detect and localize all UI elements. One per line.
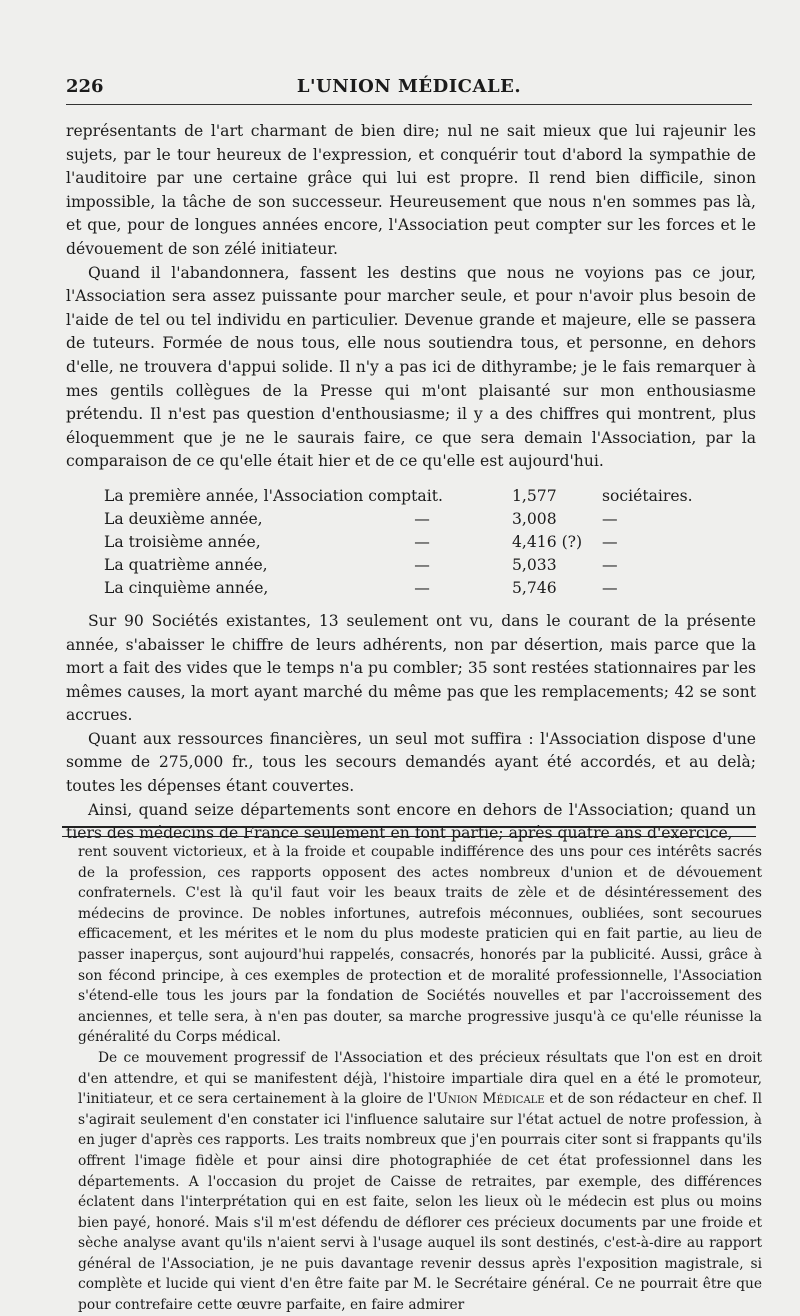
unit-label: sociétaires. — [602, 486, 693, 505]
ditto-mark: — — [414, 532, 430, 551]
ditto-mark: — — [602, 509, 618, 528]
footnote-text — [78, 842, 762, 1316]
year-label: La quatrième année, — [104, 555, 268, 574]
paragraph: Sur 90 Sociétés existantes, 13 seulement ont vu, dans le courant de la présente année, s'abaisser le chiffre de leurs adhérents, non par désertion, mais parce que la mort a fait des vides que le temps n'a pu combler; 35 sont restées stationnaires par les mêmes causes, la mort ayant marché du même pas que les remplacements; 42 se sont accrues. — [66, 611, 756, 725]
ditto-mark: — — [414, 509, 430, 528]
table-row — [104, 531, 693, 554]
member-count: 5,033 — [512, 555, 557, 574]
year-label: La cinquième année, — [104, 578, 269, 597]
year-label: La première année, l'Association comptait. — [104, 486, 443, 505]
footnote-separator — [62, 826, 756, 837]
ditto-mark: — — [602, 532, 618, 551]
table-row — [104, 508, 693, 531]
page-number: 226 — [66, 76, 104, 97]
year-label: La deuxième année, — [104, 509, 263, 528]
table-row — [104, 485, 693, 508]
text-run: De ce mouvement progressif de l'Association et des précieux résultats que l'on est en droit d'en attendre, et qui se manifestent déjà, l'histoire impartiale dira quel en a été le promoteur, l'initiateur, et ce sera certainement à la gloire de l' — [78, 1049, 762, 1108]
member-count: 3,008 — [512, 509, 557, 528]
ditto-mark: — — [414, 578, 430, 597]
paragraph: Quand il l'abandonnera, fassent les destins que nous ne voyions pas ce jour, l'Association sera assez puissante pour marcher seule, et pour n'avoir plus besoin de l'aide de tel ou tel individu en particulier. Devenue grande et majeure, elle se passera de tuteurs. Formée de nous tous, elle nous soutiendra tous, et personne, en dehors d'elle, ne trouvera d'appui solide. Il n'y a pas ici de dithyrambe; je le fais remarquer à mes gentils collègues de la Presse qui m'ont plaisanté sur mon enthousiasme prétendu. Il n'est pas question d'enthousiasme; il y a des chiffres qui montrent, plus éloquemment que je ne le saurais faire, ce que sera demain l'Association, par la comparaison de ce qu'elle était hier et de ce qu'elle est aujourd'hui. — [66, 263, 756, 471]
main-text — [66, 120, 756, 846]
member-count: 4,416 (?) — [512, 532, 583, 551]
running-title: L'UNION MÉDICALE. — [296, 76, 522, 97]
table-row — [104, 554, 693, 577]
table-row — [104, 577, 693, 600]
footnote-paragraph — [78, 1048, 762, 1316]
page-header — [66, 74, 752, 100]
ditto-mark: — — [602, 555, 618, 574]
membership-table — [104, 485, 693, 600]
footnote-paragraph: rent souvent victorieux, et à la froide et coupable indifférence des uns pour ces intérêts sacrés de la profession, ces rapports opposent des actes nombreux d'union et de dévouement confraternels. C'est là qu'il faut voir les beaux traits de zèle et de désintéressement des médecins de province. De nobles infortunes, autrefois méconnues, oubliées, sont secourues efficacement, et les mérites et le nom du plus modeste praticien qui en fait partie, au lieu de passer inaperçus, sont aujourd'hui rappelés, consacrés, honorés par la publicité. Aussi, grâce à son fécond principe, à ces exemples de protection et de moralité professionnelle, l'Association s'étend-elle tous les jours par la fondation de Sociétés nouvelles et par l'accroissement des anciennes, et telle sera, à n'en pas douter, sa marche progressive jusqu'à ce qu'elle réunisse la généralité du Corps médical. — [78, 844, 762, 1046]
text-run: et de son rédacteur en chef. Il s'agirait seulement d'en constater ici l'influence salutaire sur l'état actuel de notre profession, à en juger d'après ces rapports. Les traits nombreux que j'en pourrais citer sont si frappants qu'ils offrent l'image fidèle et pour ainsi dire photographiée de cet état professionnel dans les départements. A l'occasion du projet de Caisse de retraites, par exemple, des différences éclatent dans l'interprétation qui en est faite, selon les lieux où le médecin est plus ou moins bien payé, honoré. Mais s'il m'est défendu de déflorer ces précieux documents par une froide et sèche analyse avant qu'ils n'aient servi à l'usage auquel ils sont destinés, c'est-à-dire au rapport général de l'Association, je ne puis davantage revenir dessus après l'exposition magistrale, si complète et lucide qui vient d'en être faite par M. le Secrétaire général. Ce ne pourrait être que pour contrefaire cette œuvre parfaite, en faire admirer — [78, 1091, 762, 1314]
year-label: La troisième année, — [104, 532, 261, 551]
member-count: 5,746 — [512, 578, 557, 597]
ditto-mark: — — [414, 555, 430, 574]
member-count: 1,577 — [512, 486, 557, 505]
ditto-mark: — — [602, 578, 618, 597]
paragraph: Quant aux ressources financières, un seul mot suffira : l'Association dispose d'une somme de 275,000 fr., tous les secours demandés ayant été accordés, et au delà; toutes les dépenses étant couvertes. — [66, 729, 756, 796]
header-rule — [66, 104, 752, 105]
journal-name: Union Médicale — [436, 1091, 545, 1108]
paragraph: Ainsi, quand seize départements sont encore en dehors de l'Association; quand un tiers des médecins de France seulement en font partie; après quatre ans d'exercice, — [66, 800, 756, 843]
paragraph: représentants de l'art charmant de bien dire; nul ne sait mieux que lui rajeunir les sujets, par le tour heureux de l'expression, et conquérir tout d'abord la sympathie de l'auditoire par une certaine grâce qui lui est propre. Il rend bien difficile, sinon impossible, la tâche de son successeur. Heureusement que nous n'en sommes pas là, et que, pour de longues années encore, l'Association peut compter sur les forces et le dévouement de son zélé initiateur. — [66, 122, 756, 258]
